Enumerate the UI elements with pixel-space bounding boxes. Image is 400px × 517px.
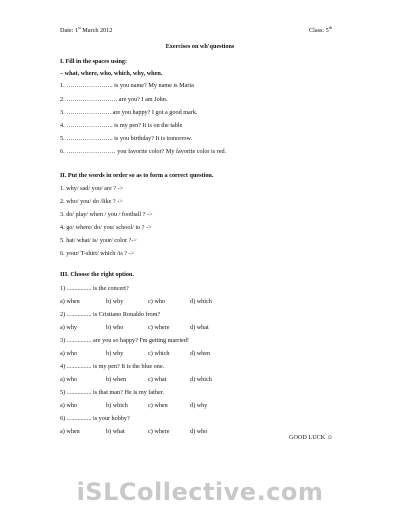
option-c: c) where	[148, 324, 170, 331]
option-a: a) who	[60, 350, 78, 357]
mc-question-3: 3) ................ are you so happy? I'm getting married!	[60, 337, 189, 344]
class-label: Class: 5th	[309, 25, 332, 35]
worksheet-title: Exercises on wh'questions	[165, 43, 235, 50]
option-b: b) why	[106, 350, 124, 357]
option-b: b) when	[106, 376, 127, 383]
option-b: b) which	[106, 402, 128, 409]
option-d: d) which	[190, 376, 212, 383]
fill-item-2: 2. ……………………. are you? I am John.	[60, 96, 168, 103]
option-a: a) why	[60, 324, 78, 331]
mc-question-2: 2) ................ is Cristiano Ronaldo from?	[60, 311, 161, 318]
section2-heading: II. Put the words in order so as to form a correct question.	[60, 172, 214, 179]
mc-question-6: 6) ................ is your hobby?	[60, 415, 130, 422]
option-a: a) who	[60, 376, 78, 383]
section1-subheading: – what, where, who, which, why, when.	[60, 70, 163, 77]
fill-item-6: 6. …………………… you favorite color? My favorite color is red.	[60, 148, 227, 155]
section3-heading: III. Choose the right option.	[60, 271, 134, 278]
option-c: c) where	[148, 428, 170, 435]
option-d: d) when	[190, 350, 211, 357]
option-d: d) why	[190, 402, 208, 409]
order-item-2: 2. who/ you/ do /like ? ->	[60, 198, 123, 205]
fill-item-1: 1. ………………….. is you name? My name is Maria	[60, 82, 194, 89]
option-c: c) what	[148, 376, 167, 383]
date-label: Date: 1st March 2012	[60, 25, 113, 35]
option-d: d) who	[190, 428, 208, 435]
order-item-1: 1. why/ sad/ you/ are ? ->	[60, 185, 124, 192]
fill-item-5: 5. ………………….. is you birthday? It is tomorrow.	[60, 135, 193, 142]
fill-item-3: 3. …………………. are you happy? I got a good mark.	[60, 109, 198, 116]
option-b: b) who	[106, 324, 124, 331]
option-a: a) when	[60, 298, 80, 305]
option-d: d) what	[190, 324, 209, 331]
option-c: c) when	[148, 402, 168, 409]
order-item-5: 5. hat/ what/ is/ your/ color ?->	[60, 237, 137, 244]
order-item-6: 6. your/ T-shirt/ which /is ? ->	[60, 250, 135, 257]
fill-item-4: 4. ………………….. is my pen? It is on the table	[60, 122, 183, 129]
mc-question-4: 4) ................ is my pen? It is the blue one.	[60, 363, 165, 370]
mc-question-1: 1) ................ is the concert?	[60, 285, 129, 292]
order-item-3: 3. do/ play/ when / you / football ? ->	[60, 211, 153, 218]
option-c: c) who	[148, 298, 166, 305]
option-b: b) what	[106, 428, 125, 435]
section1-heading: I. Fill in the spaces using:	[60, 58, 128, 65]
option-b: b) why	[106, 298, 124, 305]
mc-question-5: 5) ................ is that man? He is my father.	[60, 389, 164, 396]
site-watermark: iSLCollective.com	[76, 478, 324, 506]
option-c: c) which	[148, 350, 170, 357]
option-a: a) who	[60, 402, 78, 409]
option-a: a) when	[60, 428, 80, 435]
option-d: d) which	[190, 298, 212, 305]
order-item-4: 4. go/ where/ do/ you/ school/ to ? ->	[60, 224, 152, 231]
good-luck-note: GOOD LUCK ☺	[289, 434, 334, 441]
